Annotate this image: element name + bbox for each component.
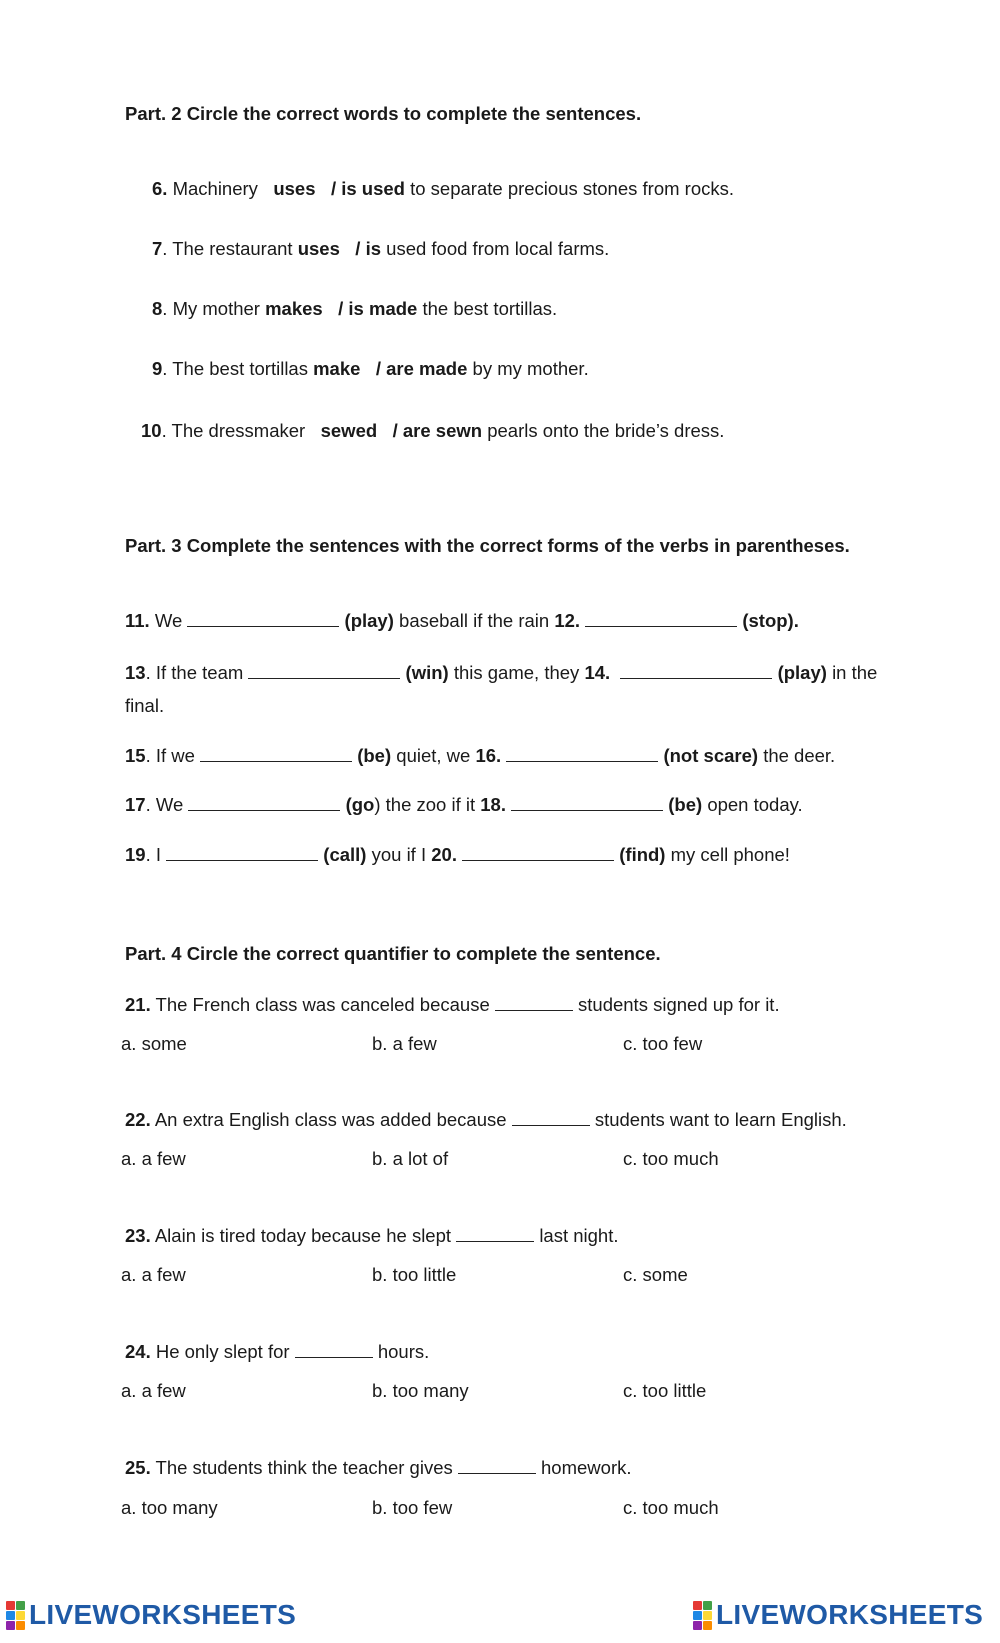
answer-blank-19[interactable] [166,844,318,861]
question-21: 21. The French class was canceled because students signed up for it. [125,994,780,1015]
answer-blank-20[interactable] [462,844,614,861]
option-25-b[interactable]: b. too few [372,1497,453,1518]
answer-blank-16[interactable] [506,745,658,762]
option-22-a[interactable]: a. a few [121,1148,186,1169]
option-b[interactable]: is [365,238,382,259]
option-24-b[interactable]: b. too many [372,1380,469,1401]
question-25: 25. The students think the teacher gives homework. [125,1457,632,1478]
answer-blank-17[interactable] [188,794,340,811]
question-23: 23. Alain is tired today because he slept last night. [125,1225,619,1246]
answer-blank-15[interactable] [200,745,352,762]
question-6: 6. Machinery uses / is used to separate precious stones from rocks. [152,178,735,199]
option-25-c[interactable]: c. too much [623,1497,719,1518]
option-23-b[interactable]: b. too little [372,1264,457,1285]
question-7: 7. The restaurant uses / is used food from local farms. [152,238,610,259]
option-a[interactable]: makes [265,298,323,319]
liveworksheets-logo-left [6,1598,296,1632]
option-22-b[interactable]: b. a lot of [372,1148,449,1169]
question-15: 15. If we (be) quiet, we 16. (not scare) the deer. [125,745,836,766]
option-b[interactable]: are sewn [402,420,483,441]
part4-heading: Part. 4 Circle the correct quantifier to complete the sentence. [125,943,661,964]
liveworksheets-mark-icon [6,1601,25,1630]
question-24: 24. He only slept for hours. [125,1341,430,1362]
question-9: 9. The best tortillas make / are made by my mother. [152,358,589,379]
option-23-c[interactable]: c. some [623,1264,688,1285]
answer-blank-11[interactable] [187,610,339,627]
liveworksheets-logo-right [693,1598,983,1632]
answer-blank-22[interactable] [512,1109,590,1126]
answer-blank-21[interactable] [495,994,573,1011]
answer-blank-14[interactable] [620,662,772,679]
option-24-a[interactable]: a. a few [121,1380,186,1401]
option-21-b[interactable]: b. a few [372,1033,437,1054]
question-13-continued: final. [125,695,165,716]
answer-blank-18[interactable] [511,794,663,811]
option-a[interactable]: uses [273,178,316,199]
answer-blank-24[interactable] [295,1341,373,1358]
option-b[interactable]: is made [348,298,418,319]
question-17: 17. We (go) the zoo if it 18. (be) open today. [125,794,803,815]
answer-blank-13[interactable] [248,662,400,679]
option-22-c[interactable]: c. too much [623,1148,719,1169]
answer-blank-25[interactable] [458,1457,536,1474]
option-b[interactable]: are made [386,358,468,379]
question-11: 11. We (play) baseball if the rain 12. (stop). [125,610,799,631]
liveworksheets-wordmark: LIVEWORKSHEETS [29,1599,297,1630]
option-21-c[interactable]: c. too few [623,1033,703,1054]
option-24-c[interactable]: c. too little [623,1380,707,1401]
part2-heading: Part. 2 Circle the correct words to complete the sentences. [125,103,642,124]
liveworksheets-wordmark: LIVEWORKSHEETS [716,1599,984,1630]
option-a[interactable]: make [313,358,361,379]
question-10: 10. The dressmaker sewed / are sewn pearls onto the bride’s dress. [141,420,725,441]
liveworksheets-mark-icon [693,1601,712,1630]
question-22: 22. An extra English class was added because students want to learn English. [125,1109,847,1130]
option-a[interactable]: sewed [320,420,378,441]
option-23-a[interactable]: a. a few [121,1264,186,1285]
part3-heading: Part. 3 Complete the sentences with the correct forms of the verbs in parentheses. [125,535,850,556]
answer-blank-23[interactable] [456,1225,534,1242]
question-8: 8. My mother makes / is made the best tortillas. [152,298,558,319]
answer-blank-12[interactable] [585,610,737,627]
option-21-a[interactable]: a. some [121,1033,187,1054]
option-25-a[interactable]: a. too many [121,1497,218,1518]
question-19: 19. I (call) you if I 20. (find) my cell phone! [125,844,790,865]
option-a[interactable]: uses [297,238,340,259]
option-b[interactable]: is used [341,178,405,199]
question-13: 13. If the team (win) this game, they 14. (play) in the [125,662,878,683]
